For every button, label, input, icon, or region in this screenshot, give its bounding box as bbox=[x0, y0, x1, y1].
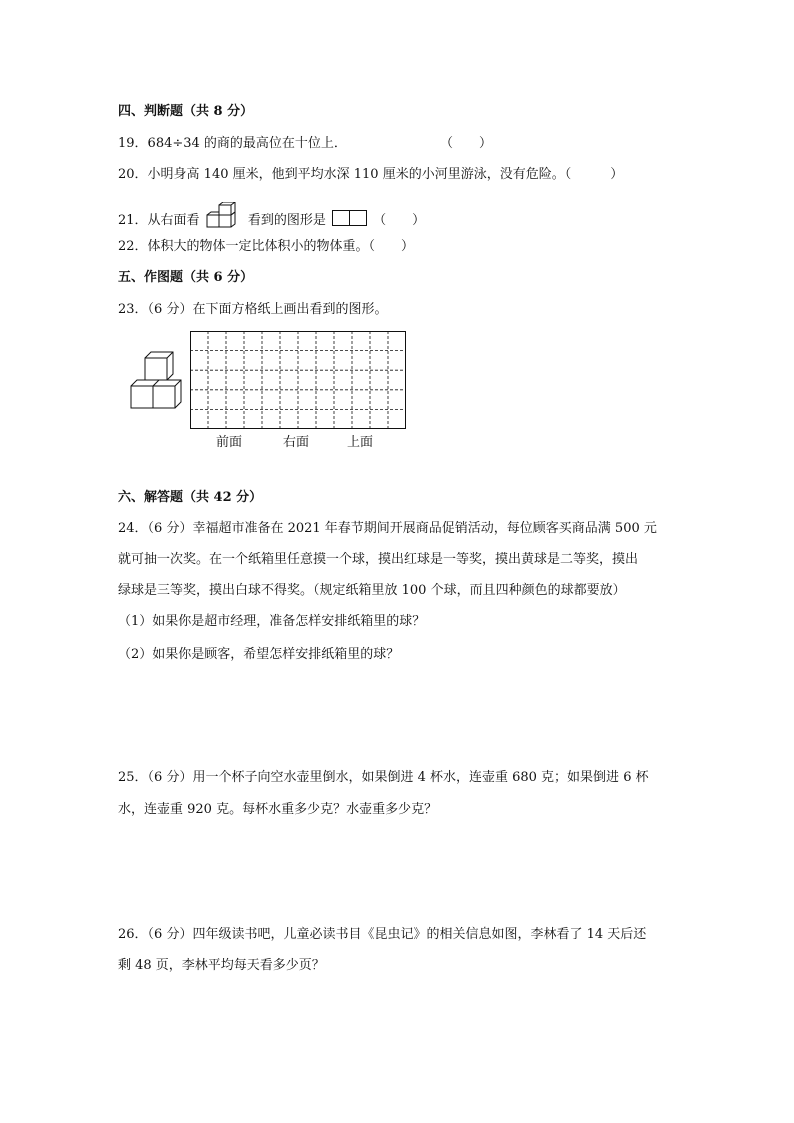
question-24-line1: 24．（6 分）幸福超市准备在 2021 年春节期间开展商品促销活动，每位顾客买商品满 500 元 bbox=[118, 521, 657, 536]
question-21-prefix: 21．从右面看 bbox=[118, 213, 200, 228]
question-24-line2: 就可抽一次奖。在一个纸箱里任意摸一个球，摸出红球是一等奖，摸出黄球是二等奖，摸出 bbox=[118, 552, 639, 567]
question-21-answer-paren[interactable]: （ ） bbox=[373, 213, 426, 228]
two-square-figure bbox=[332, 210, 367, 230]
question-26-line1: 26．（6 分）四年级读书吧，儿童必读书目《昆虫记》的相关信息如图，李林看了 14 天后还 bbox=[118, 927, 647, 942]
question-19 bbox=[118, 135, 493, 153]
section5-title: 五、作图题（共 6 分） bbox=[118, 270, 254, 285]
question-23: 23．（6 分）在下面方格纸上画出看到的图形。 bbox=[118, 302, 388, 317]
question-24-sub1: （1）如果你是超市经理，准备怎样安排纸箱里的球？ bbox=[118, 614, 426, 629]
question-20-answer-paren[interactable]: （ ） bbox=[564, 167, 624, 182]
grid-paper[interactable] bbox=[190, 331, 406, 429]
grid-label-front: 前面 bbox=[216, 435, 243, 450]
question-24-sub2: （2）如果你是顾客，希望怎样安排纸箱里的球？ bbox=[118, 647, 400, 662]
question-26-line2: 剩 48 页，李林平均每天看多少页？ bbox=[118, 958, 325, 973]
question-19-answer-paren[interactable]: （ ） bbox=[440, 136, 493, 151]
question-20-text: 20．小明身高 140 厘米，他到平均水深 110 厘米的小河里游泳，没有危险。 bbox=[118, 167, 565, 182]
grid-label-top: 上面 bbox=[347, 435, 374, 450]
question-24-line3: 绿球是三等奖，摸出白球不得奖。（规定纸箱里放 100 个球，而且四种颜色的球都要放） bbox=[118, 583, 626, 598]
cube-stack-figure bbox=[128, 348, 188, 418]
section4-title: 四、判断题（共 8 分） bbox=[118, 104, 254, 119]
question-21-middle: 看到的图形是 bbox=[247, 213, 326, 228]
question-22-answer-paren[interactable]: （ ） bbox=[368, 239, 415, 254]
question-25-line2: 水，连壶重 920 克。每杯水重多少克？水壶重多少克？ bbox=[118, 802, 438, 817]
question-20 bbox=[118, 166, 623, 184]
question-25-line1: 25．（6 分）用一个杯子向空水壶里倒水，如果倒进 4 杯水，连壶重 680 克；如果倒进 6 杯 bbox=[118, 770, 649, 785]
grid-label-right: 右面 bbox=[283, 435, 310, 450]
cube-figure-small bbox=[206, 202, 242, 232]
question-22-text: 22．体积大的物体一定比体积小的物体重。 bbox=[118, 239, 369, 254]
question-21 bbox=[118, 202, 425, 232]
question-19-text: 19．684÷34 的商的最高位在十位上． bbox=[118, 136, 347, 151]
question-22 bbox=[118, 238, 414, 256]
section6-title: 六、解答题（共 42 分） bbox=[118, 490, 263, 505]
